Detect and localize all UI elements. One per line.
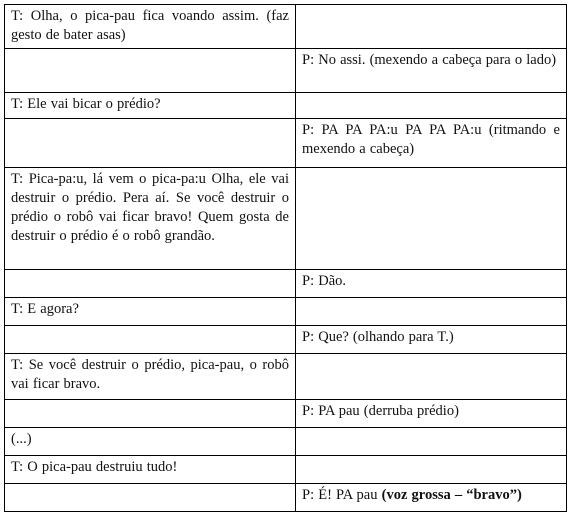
therapist-cell [5,484,296,512]
table-row [5,119,567,168]
table-row [5,428,567,456]
therapist-cell: (...) [5,428,296,456]
table-row [5,270,567,298]
patient-cell: P: Dão. [296,270,567,298]
patient-cell [296,428,567,456]
patient-text: P: É! PA pau [302,487,378,503]
therapist-cell: T: Ele vai bicar o prédio? [5,93,296,119]
patient-cell [296,354,567,400]
table-row [5,400,567,428]
table-row [5,456,567,484]
table-row [5,354,567,400]
patient-cell: P: PA PA PA:u PA PA PA:u (ritmando e mexendo a cabeça) [296,119,567,168]
therapist-cell: T: Se você destruir o prédio, pica-pau, o robô vai ficar bravo. [5,354,296,400]
therapist-cell [5,400,296,428]
table-row [5,298,567,326]
table-row [5,93,567,119]
patient-cell: P: No assi. (mexendo a cabeça para o lado) [296,49,567,93]
therapist-cell: T: Pica-pa:u, lá vem o pica-pa:u Olha, ele vai destruir o prédio. Pera aí. Se você destruir o prédio o robô vai ficar bravo! Quem gosta de destruir o prédio é o robô grandão. [5,168,296,270]
patient-cell [296,484,567,512]
patient-text-bold: (voz grossa – “bravo”) [381,487,522,503]
patient-cell [296,168,567,270]
table-row [5,484,567,512]
patient-cell: P: PA pau (derruba prédio) [296,400,567,428]
therapist-cell: T: E agora? [5,298,296,326]
transcript-table [4,4,567,512]
therapist-cell: T: Olha, o pica-pau fica voando assim. (faz gesto de bater asas) [5,5,296,49]
therapist-cell [5,270,296,298]
table-row [5,49,567,93]
table-row [5,326,567,354]
table-row [5,5,567,49]
therapist-cell [5,119,296,168]
patient-cell [296,5,567,49]
therapist-cell [5,49,296,93]
table-row [5,168,567,270]
patient-cell [296,456,567,484]
patient-cell: P: Que? (olhando para T.) [296,326,567,354]
therapist-cell [5,326,296,354]
patient-cell [296,93,567,119]
therapist-cell: T: O pica-pau destruiu tudo! [5,456,296,484]
patient-cell [296,298,567,326]
